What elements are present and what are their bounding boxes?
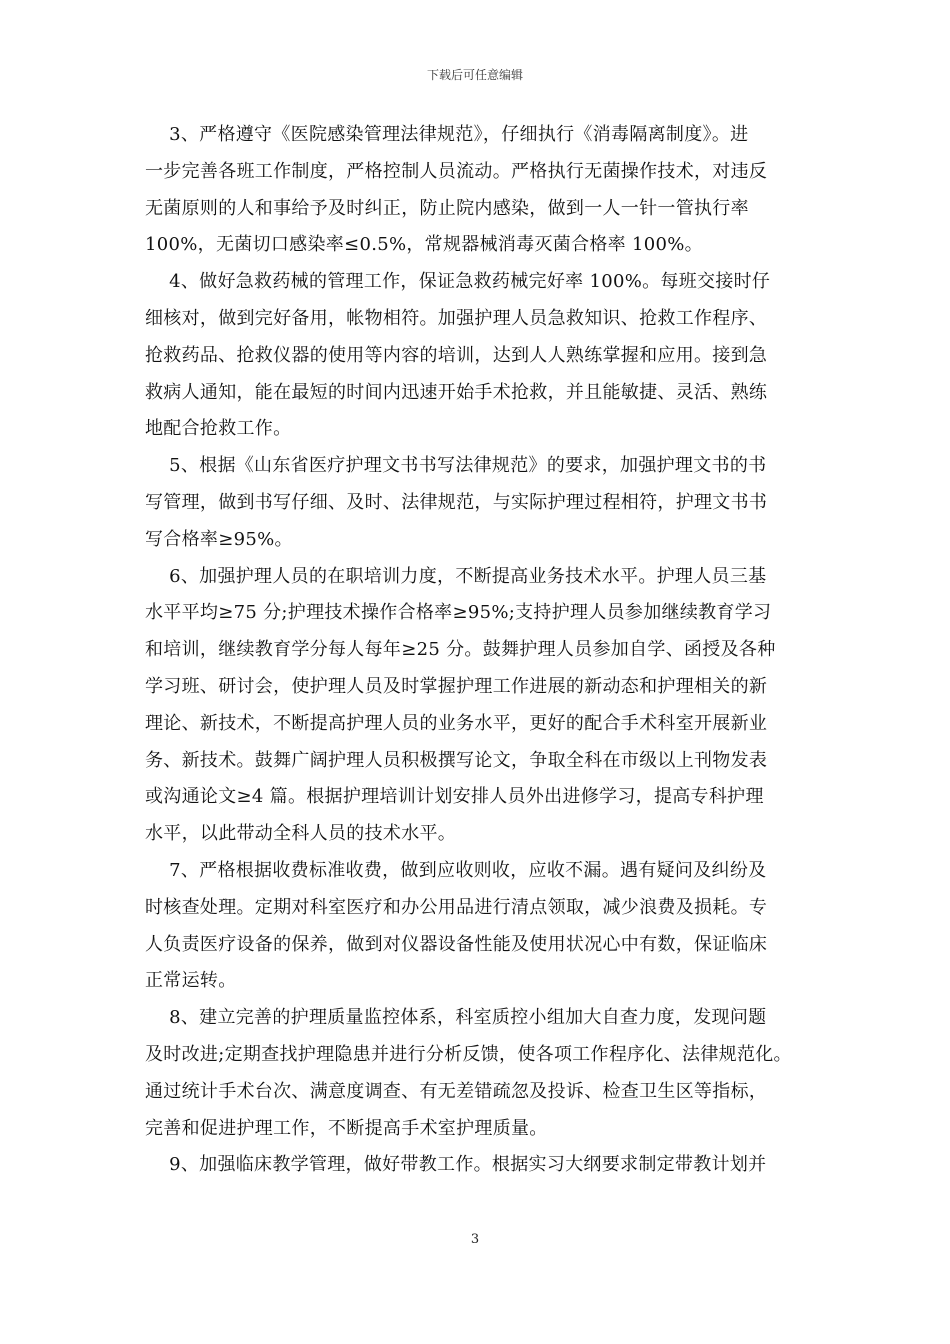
text-line: 地配合抢救工作。 — [145, 418, 292, 440]
text-line: 正常运转。 — [145, 970, 237, 992]
text-line: 务、新技术。鼓舞广阔护理人员积极撰写论文，争取全科在市级以上刊物发表 — [145, 749, 768, 771]
paragraph-3 — [145, 117, 811, 264]
text-line: 5、根据《山东省医疗护理文书书写法律规范》的要求，加强护理文书的书 — [145, 455, 767, 477]
text-line: 9、加强临床教学管理，做好带教工作。根据实习大纲要求制定带教计划并 — [145, 1154, 767, 1176]
text-line: 水平平均≥75 分;护理技术操作合格率≥95%;支持护理人员参加继续教育学习 — [145, 602, 772, 624]
text-line: 及时改进;定期查找护理隐患并进行分析反馈，使各项工作程序化、法律规范化。 — [145, 1043, 792, 1065]
text-line: 和培训，继续教育学分每人每年≥25 分。鼓舞护理人员参加自学、函授及各种 — [145, 639, 776, 661]
text-line: 写管理，做到书写仔细、及时、法律规范，与实际护理过程相符，护理文书书 — [145, 491, 768, 513]
text-line: 写合格率≥95%。 — [145, 528, 293, 550]
text-line: 6、加强护理人员的在职培训力度，不断提高业务技术水平。护理人员三基 — [145, 565, 767, 587]
text-line: 学习班、研讨会，使护理人员及时掌握护理工作进展的新动态和护理相关的新 — [145, 675, 768, 697]
page-number: 3 — [470, 1232, 480, 1247]
paragraph-9 — [145, 1147, 811, 1184]
paragraph-8 — [145, 1000, 811, 1147]
text-line: 时核查处理。定期对科室医疗和办公用品进行清点领取，减少浪费及损耗。专 — [145, 896, 768, 918]
text-line: 人负责医疗设备的保养，做到对仪器设备性能及使用状况心中有数，保证临床 — [145, 933, 768, 955]
text-line: 4、做好急救药械的管理工作，保证急救药械完好率 100%。每班交接时仔 — [145, 271, 771, 293]
text-line: 100%，无菌切口感染率≤0.5%，常规器械消毒灭菌合格率 100%。 — [145, 234, 703, 256]
text-line: 水平，以此带动全科人员的技术水平。 — [145, 823, 457, 845]
text-line: 无菌原则的人和事给予及时纠正，防止院内感染，做到一人一针一管执行率 — [145, 197, 749, 219]
text-line: 7、严格根据收费标准收费，做到应收则收，应收不漏。遇有疑问及纠纷及 — [145, 859, 767, 881]
paragraph-6 — [145, 559, 811, 853]
text-line: 救病人通知，能在最短的时间内迅速开始手术抢救，并且能敏捷、灵活、熟练 — [145, 381, 768, 403]
paragraph-5 — [145, 448, 811, 558]
paragraph-4 — [145, 264, 811, 448]
text-line: 一步完善各班工作制度，严格控制人员流动。严格执行无菌操作技术，对违反 — [145, 160, 768, 182]
text-line: 理论、新技术，不断提高护理人员的业务水平，更好的配合手术科室开展新业 — [145, 712, 768, 734]
text-line: 8、建立完善的护理质量监控体系，科室质控小组加大自查力度，发现问题 — [145, 1007, 767, 1029]
text-line: 抢救药品、抢救仪器的使用等内容的培训，达到人人熟练掌握和应用。接到急 — [145, 344, 768, 366]
paragraph-7 — [145, 853, 811, 1000]
text-line: 通过统计手术台次、满意度调查、有无差错疏忽及投诉、检查卫生区等指标， — [145, 1080, 768, 1102]
text-line: 或沟通论文≥4 篇。根据护理培训计划安排人员外出进修学习，提高专科护理 — [145, 786, 764, 808]
page-header: 下载后可任意编辑 — [426, 68, 523, 82]
text-line: 细核对，做到完好备用，帐物相符。加强护理人员急救知识、抢救工作程序、 — [145, 307, 768, 329]
text-line: 完善和促进护理工作，不断提高手术室护理质量。 — [145, 1117, 548, 1139]
text-line: 3、严格遵守《医院感染管理法律规范》，仔细执行《消毒隔离制度》。进 — [145, 124, 749, 145]
document-body — [145, 117, 811, 1184]
